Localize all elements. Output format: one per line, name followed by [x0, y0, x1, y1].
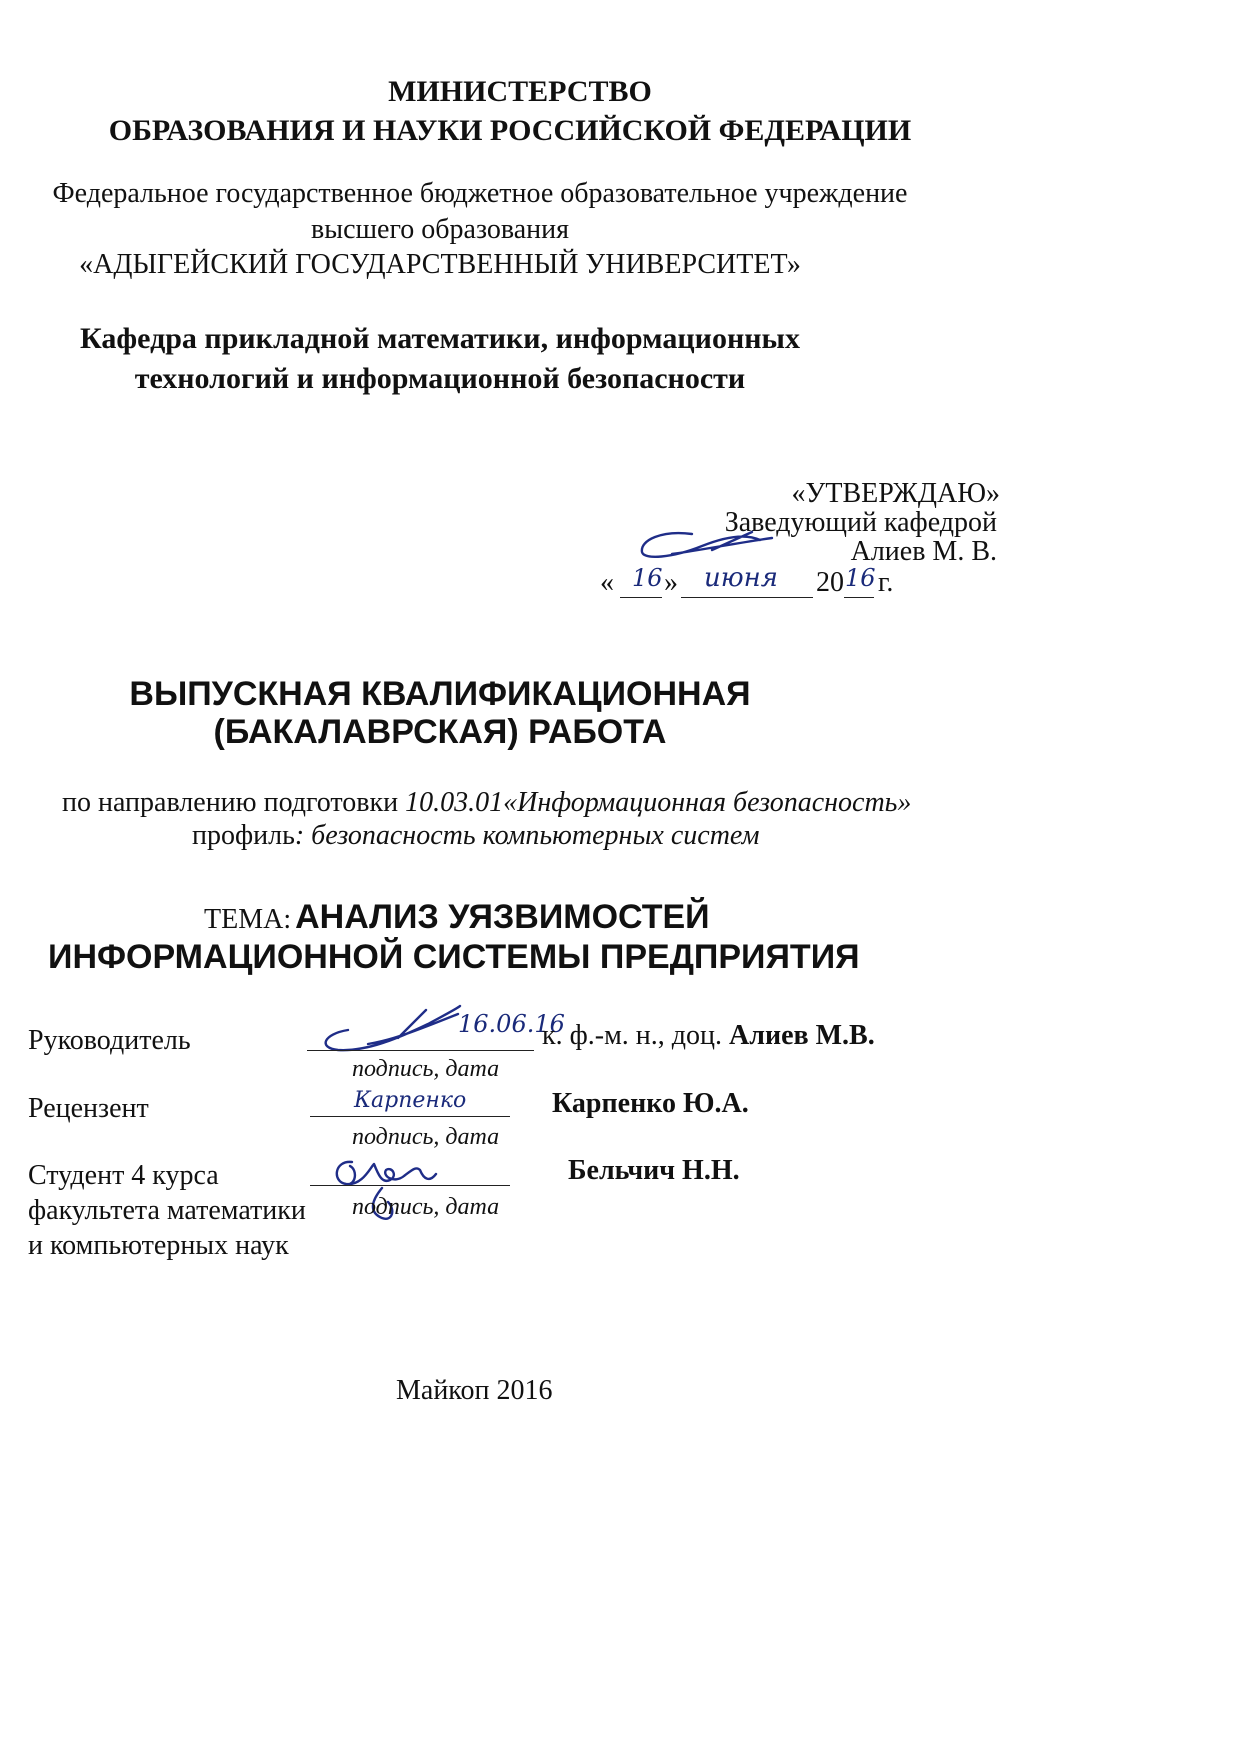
profile-value: : безопасность компьютерных систем	[294, 820, 760, 851]
direction-line	[62, 787, 911, 819]
reviewer-signature-line	[310, 1116, 510, 1117]
approval-position: Заведующий кафедрой	[724, 507, 997, 538]
supervisor-role: Руководитель	[28, 1025, 191, 1056]
supervisor-signature-line	[307, 1050, 534, 1051]
direction-prefix: по направлению подготовки	[62, 787, 399, 818]
student-name: Бельчич Н.Н.	[568, 1155, 740, 1186]
institution-line-1: Федеральное государственное бюджетное образовательное учреждение	[52, 178, 908, 209]
reviewer-name: Карпенко Ю.А.	[552, 1088, 749, 1119]
approval-month-line	[681, 597, 813, 598]
institution-line-3: «АДЫГЕЙСКИЙ ГОСУДАРСТВЕННЫЙ УНИВЕРСИТЕТ»	[79, 249, 801, 280]
student-signature-line	[310, 1185, 510, 1186]
department-line-1: Кафедра прикладной математики, информационных	[80, 322, 800, 355]
direction-value: 10.03.01«Информационная безопасность»	[405, 787, 912, 818]
ministry-line-2: ОБРАЗОВАНИЯ И НАУКИ РОССИЙСКОЙ ФЕДЕРАЦИИ	[108, 114, 912, 147]
approval-date-open-quote: «	[600, 567, 614, 598]
approval-date-day: 16	[632, 564, 663, 592]
topic-title-line-2: ИНФОРМАЦИОННОЙ СИСТЕМЫ ПРЕДПРИЯТИЯ	[48, 938, 860, 976]
approval-date-close-quote: »	[664, 567, 678, 598]
supervisor-date: 16.06.16	[458, 1010, 565, 1038]
place-year: Майкоп 2016	[396, 1375, 553, 1406]
student-role-line-1: Студент 4 курса	[28, 1160, 219, 1191]
reviewer-handwritten-signature: Карпенко	[354, 1088, 467, 1113]
ministry-line-1: МИНИСТЕРСТВО	[388, 75, 652, 108]
approval-title: «УТВЕРЖДАЮ»	[791, 478, 1000, 509]
approval-date-year-prefix: 20	[816, 567, 844, 598]
approval-date-year-label: г.	[878, 567, 894, 598]
student-role-line-3: и компьютерных наук	[28, 1230, 289, 1261]
student-caption: подпись, дата	[352, 1194, 500, 1220]
work-title-line-2: (БАКАЛАВРСКАЯ) РАБОТА	[213, 713, 667, 751]
student-role-line-2: факультета математики	[28, 1195, 306, 1226]
profile-prefix: профиль	[192, 820, 295, 851]
approval-date-year-suffix: 16	[845, 564, 876, 592]
approval-year-line	[844, 597, 874, 598]
approval-day-line	[620, 597, 662, 598]
topic-label: ТЕМА:	[204, 904, 292, 935]
approval-name: Алиев М. В.	[850, 536, 997, 567]
supervisor-signature	[308, 1000, 478, 1060]
supervisor-credentials: к. ф.-м. н., доц.	[542, 1020, 723, 1051]
reviewer-caption: подпись, дата	[352, 1124, 500, 1150]
department-line-2: технологий и информационной безопасности	[134, 362, 746, 395]
work-title-line-1: ВЫПУСКНАЯ КВАЛИФИКАЦИОННАЯ	[129, 675, 751, 713]
topic-title-line-1: АНАЛИЗ УЯЗВИМОСТЕЙ	[295, 898, 710, 936]
profile-line	[192, 820, 760, 852]
supervisor-name: Алиев М.В.	[729, 1020, 875, 1051]
approval-date-month: июня	[704, 563, 778, 593]
topic-line-1	[204, 898, 710, 937]
supervisor-caption: подпись, дата	[352, 1056, 500, 1082]
institution-line-2: высшего образования	[311, 214, 569, 245]
reviewer-role: Рецензент	[28, 1093, 149, 1124]
supervisor-credentials-line	[542, 1020, 875, 1052]
